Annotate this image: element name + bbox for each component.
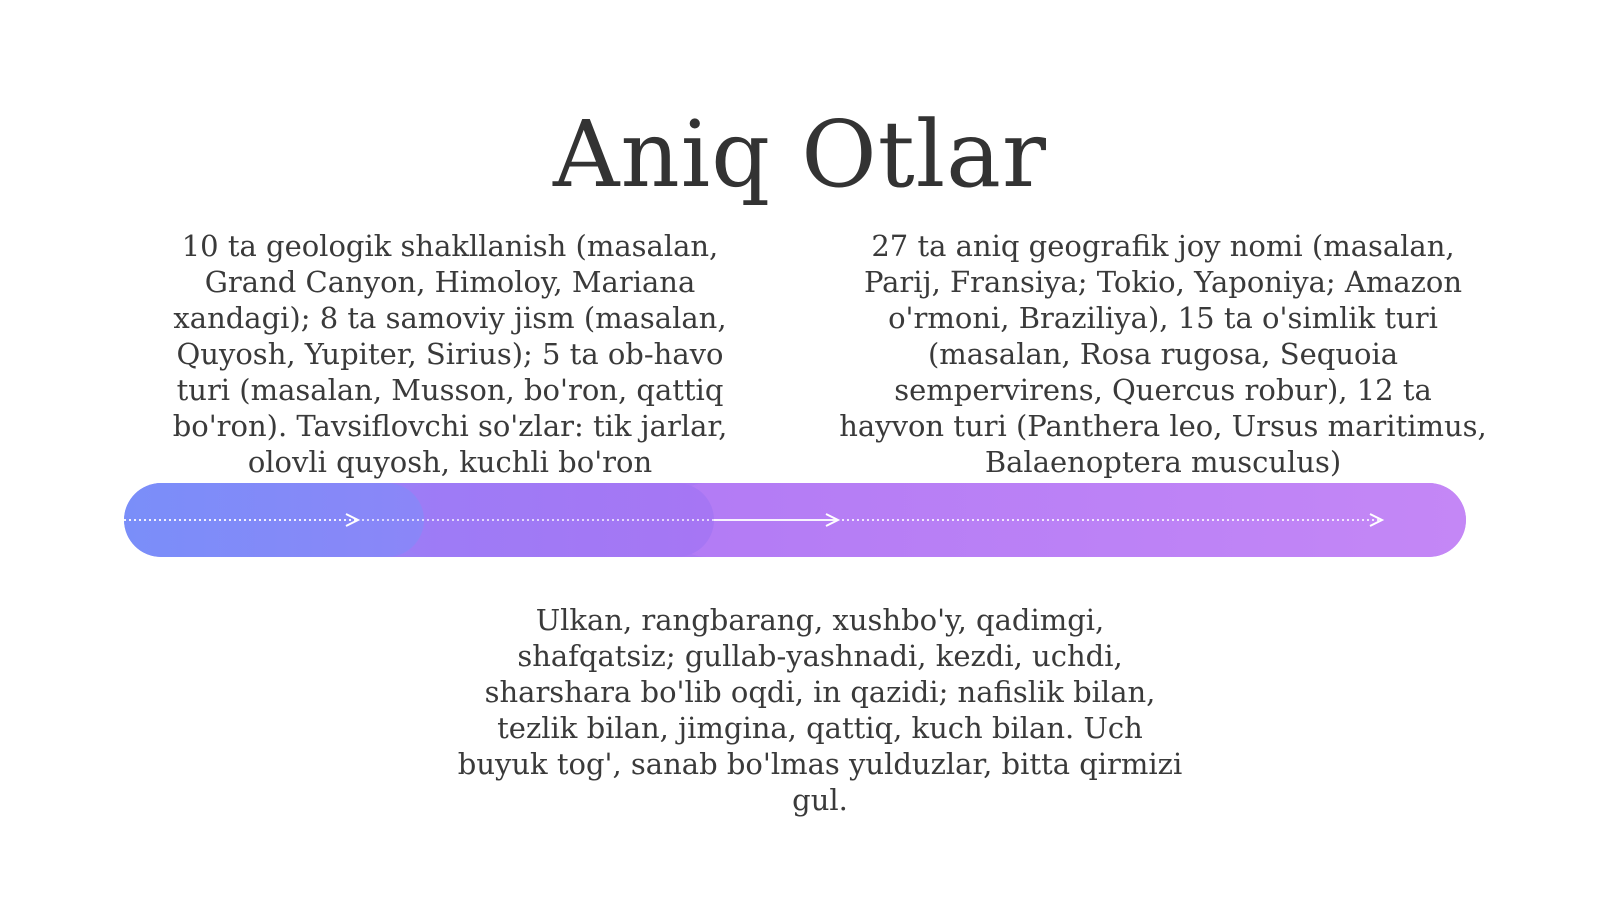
- arrow-head-1-icon: [346, 514, 358, 526]
- timeline-arrows: [124, 483, 1466, 557]
- arrow-head-3-icon: [1370, 514, 1382, 526]
- text-block-top-left: 10 ta geologik shakllanish (masalan, Grand Canyon, Himoloy, Mariana xandagi); 8 ta samoviy jism (masalan, Quyosh, Yupiter, Sirius); 5 ta ob-havo turi (masalan, Musson, bo'ron, qattiq bo'ron). Tavsiflovchi so'zlar: tik jarlar, olovli quyosh, kuchli bo'ron: [172, 229, 728, 479]
- text-block-top-right: 27 ta aniq geografik joy nomi (masalan, Parij, Fransiya; Tokio, Yaponiya; Amazon o'rmoni, Braziliya), 15 ta o'simlik turi (masalan, Rosa rugosa, Sequoia sempervirens, Quercus robur), 12 ta hayvon turi (Panthera leo, Ursus maritimus, Balaenoptera musculus): [839, 229, 1487, 479]
- text-block-bottom: Ulkan, rangbarang, xushbo'y, qadimgi, shafqatsiz; gullab-yashnadi, kezdi, uchdi, sharshara bo'lib oqdi, in qazidi; nafislik bilan, tezlik bilan, jimgina, qattiq, kuch bilan. Uch buyuk tog', sanab bo'lmas yulduzlar, bitta qirmizi gul.: [457, 603, 1183, 817]
- timeline-bar: [124, 483, 1466, 557]
- page-title: Aniq Otlar: [553, 100, 1047, 208]
